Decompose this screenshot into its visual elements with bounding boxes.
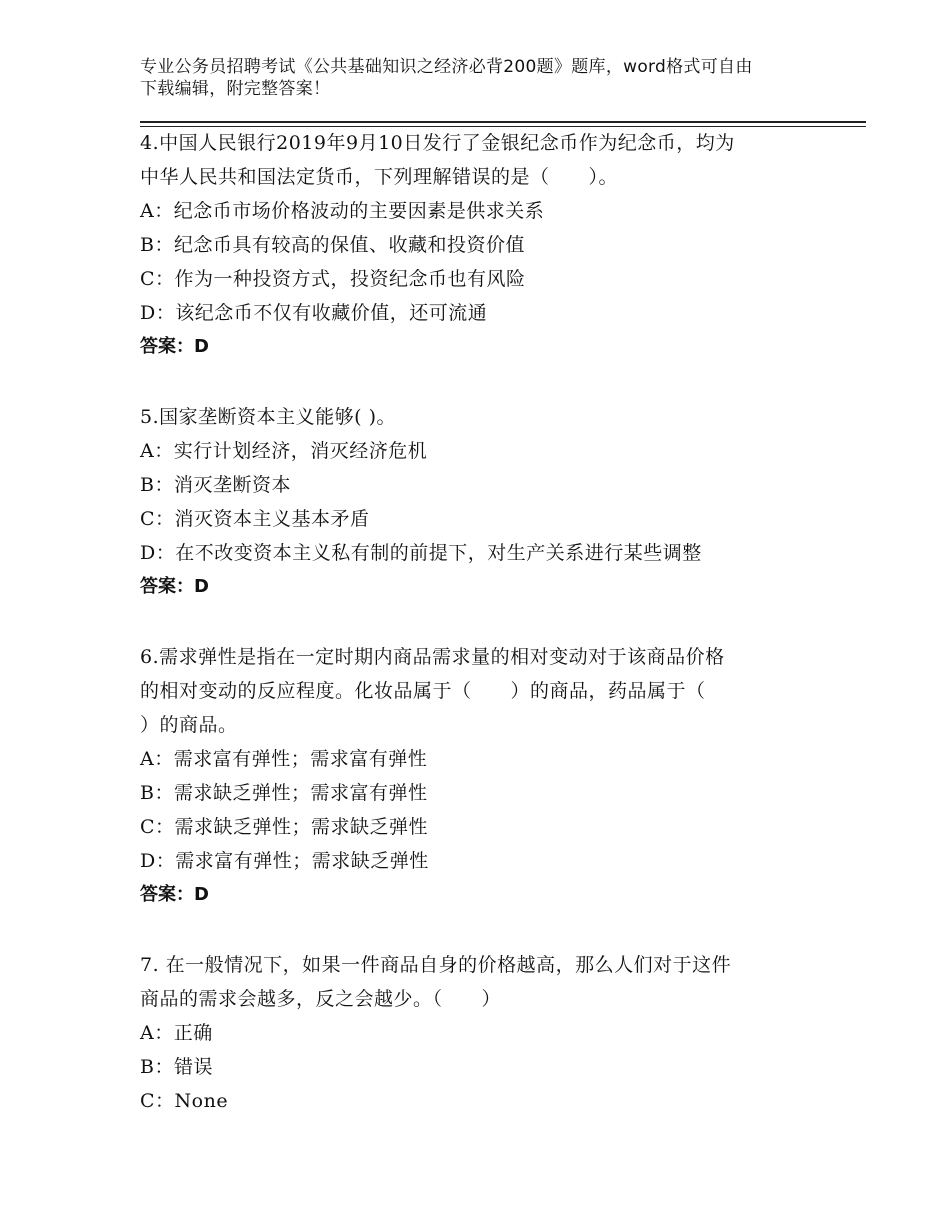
answer-label: 答案：D <box>140 576 209 597</box>
option-b: B：需求缺乏弹性；需求富有弹性 <box>140 782 428 804</box>
option-d: D：在不改变资本主义私有制的前提下，对生产关系进行某些调整 <box>140 542 702 564</box>
option-b: B：错误 <box>140 1056 213 1078</box>
option-a: A：正确 <box>140 1022 213 1044</box>
option-d: D：该纪念币不仅有收藏价值，还可流通 <box>140 302 488 324</box>
question-spacer <box>140 912 820 948</box>
question-7 <box>140 948 820 1118</box>
option-a: A：需求富有弹性；需求富有弹性 <box>140 748 428 770</box>
question-stem-line: 中华人民共和国法定货币，下列理解错误的是（ ）。 <box>140 166 619 188</box>
header-line-1: 专业公务员招聘考试《公共基础知识之经济必背200题》题库，word格式可自由 <box>140 57 753 77</box>
option-c: C：None <box>140 1090 229 1112</box>
answer-label: 答案：D <box>140 336 209 357</box>
header-line-2: 下载编辑，附完整答案！ <box>140 79 331 99</box>
option-b: B：纪念币具有较高的保值、收藏和投资价值 <box>140 234 525 256</box>
question-list <box>140 126 820 1118</box>
question-spacer <box>140 604 820 640</box>
question-stem-line: 5.国家垄断资本主义能够( )。 <box>140 406 396 428</box>
header-divider-thick <box>140 121 866 123</box>
question-6 <box>140 640 820 912</box>
question-stem-line: 7. 在一般情况下，如果一件商品自身的价格越高，那么人们对于这件 <box>140 954 732 976</box>
answer-label: 答案：D <box>140 884 209 905</box>
document-header <box>140 56 820 100</box>
option-c: C：作为一种投资方式，投资纪念币也有风险 <box>140 268 526 290</box>
option-a: A：纪念币市场价格波动的主要因素是供求关系 <box>140 200 545 222</box>
question-stem-line: 4.中国人民银行2019年9月10日发行了金银纪念币作为纪念币，均为 <box>140 132 735 154</box>
option-a: A：实行计划经济，消灭经济危机 <box>140 440 428 462</box>
question-spacer <box>140 364 820 400</box>
option-c: C：消灭资本主义基本矛盾 <box>140 508 370 530</box>
question-stem-line: 商品的需求会越多，反之会越少。（ ） <box>140 988 502 1010</box>
question-5 <box>140 400 820 604</box>
option-d: D：需求富有弹性；需求缺乏弹性 <box>140 850 429 872</box>
question-stem-line: ）的商品。 <box>140 714 238 736</box>
option-c: C：需求缺乏弹性；需求缺乏弹性 <box>140 816 429 838</box>
option-b: B：消灭垄断资本 <box>140 474 291 496</box>
question-stem-line: 的相对变动的反应程度。化妆品属于（ ）的商品，药品属于（ <box>140 680 706 702</box>
question-4 <box>140 126 820 364</box>
question-stem-line: 6.需求弹性是指在一定时期内商品需求量的相对变动对于该商品价格 <box>140 646 725 668</box>
